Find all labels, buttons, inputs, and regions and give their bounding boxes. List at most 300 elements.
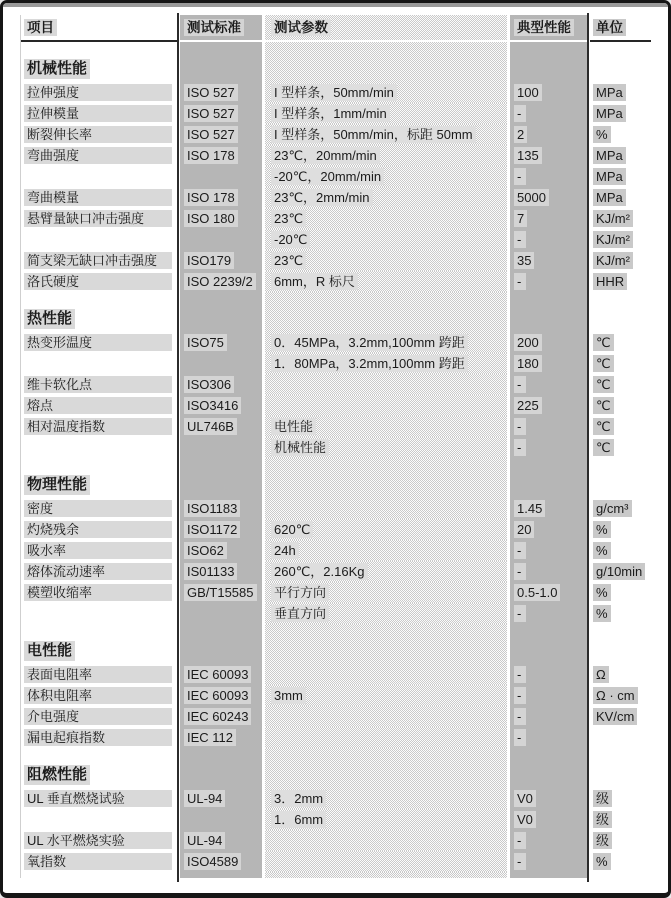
cell-item bbox=[21, 851, 177, 872]
cell-typical bbox=[510, 208, 587, 229]
cell-standard bbox=[180, 561, 262, 582]
cell-unit-text: HHR bbox=[593, 273, 627, 290]
cell-typical bbox=[510, 250, 587, 271]
tail-typical-cell bbox=[510, 872, 587, 878]
cell-parameter bbox=[265, 561, 507, 582]
cell-parameter bbox=[265, 540, 507, 561]
section-title bbox=[21, 292, 177, 332]
cell-item bbox=[21, 582, 177, 603]
cell-standard-text: ISO 527 bbox=[184, 126, 238, 143]
cell-typical bbox=[510, 437, 587, 458]
cell-item-text: UL 垂直燃烧试验 bbox=[24, 790, 172, 807]
cell-typical bbox=[510, 519, 587, 540]
cell-item bbox=[21, 332, 177, 353]
header-unit-label: 单位 bbox=[593, 19, 626, 36]
cell-typical-text: 180 bbox=[514, 355, 542, 372]
table-row bbox=[21, 603, 651, 624]
cell-parameter-text: I 型样条，50mm/min bbox=[271, 84, 397, 101]
cell-standard bbox=[180, 706, 262, 727]
section-typical-cell bbox=[510, 458, 587, 498]
cell-standard-text: ISO3416 bbox=[184, 397, 241, 414]
cell-unit bbox=[590, 437, 651, 458]
cell-standard-text: GB/T15585 bbox=[184, 584, 257, 601]
cell-parameter-text: 平行方向 bbox=[271, 584, 329, 601]
cell-item-text: 熔点 bbox=[24, 397, 172, 414]
cell-parameter bbox=[265, 374, 507, 395]
cell-parameter-text: 23℃ bbox=[271, 252, 306, 269]
cell-typical bbox=[510, 166, 587, 187]
table-row bbox=[21, 353, 651, 374]
cell-typical-text: - bbox=[514, 832, 526, 849]
cell-unit-text: KJ/m² bbox=[593, 210, 633, 227]
cell-typical bbox=[510, 395, 587, 416]
cell-unit-text: MPa bbox=[593, 189, 626, 206]
cell-item bbox=[21, 685, 177, 706]
cell-unit-text: ℃ bbox=[593, 334, 614, 351]
cell-unit-text: % bbox=[593, 584, 611, 601]
cell-typical-text: 1.45 bbox=[514, 500, 545, 517]
cell-standard-text: ISO179 bbox=[184, 252, 234, 269]
cell-parameter bbox=[265, 187, 507, 208]
cell-standard-text: ISO 2239/2 bbox=[184, 273, 256, 290]
top-gray-strip bbox=[3, 3, 668, 7]
cell-standard-text: IEC 60243 bbox=[184, 708, 251, 725]
table-row bbox=[21, 561, 651, 582]
cell-standard bbox=[180, 395, 262, 416]
cell-unit-text: ℃ bbox=[593, 439, 614, 456]
cell-unit-text: 级 bbox=[593, 790, 612, 807]
cell-unit bbox=[590, 519, 651, 540]
cell-parameter bbox=[265, 82, 507, 103]
cell-item bbox=[21, 187, 177, 208]
section-unit-cell bbox=[590, 624, 651, 664]
cell-typical bbox=[510, 145, 587, 166]
section-unit-cell bbox=[590, 748, 651, 788]
cell-unit-text: 级 bbox=[593, 832, 612, 849]
cell-standard-text: ISO4589 bbox=[184, 853, 241, 870]
section-header-row bbox=[21, 42, 651, 82]
table-row bbox=[21, 685, 651, 706]
cell-typical-text: - bbox=[514, 542, 526, 559]
cell-standard bbox=[180, 250, 262, 271]
cell-unit bbox=[590, 166, 651, 187]
header-typical bbox=[510, 15, 587, 42]
cell-unit bbox=[590, 82, 651, 103]
cell-standard-text: ISO 180 bbox=[184, 210, 238, 227]
cell-item-text: 热变形温度 bbox=[24, 334, 172, 351]
cell-item bbox=[21, 82, 177, 103]
cell-unit bbox=[590, 187, 651, 208]
section-parameter-cell bbox=[265, 292, 507, 332]
cell-typical-text: 0.5-1.0 bbox=[514, 584, 560, 601]
cell-item-text: 灼烧残余 bbox=[24, 521, 172, 538]
cell-typical bbox=[510, 187, 587, 208]
section-typical-cell bbox=[510, 624, 587, 664]
cell-parameter-text: 23℃，2mm/min bbox=[271, 189, 373, 206]
cell-typical-text: 100 bbox=[514, 84, 542, 101]
cell-parameter bbox=[265, 685, 507, 706]
cell-item-text: 密度 bbox=[24, 500, 172, 517]
section-parameter-cell bbox=[265, 624, 507, 664]
table-row bbox=[21, 395, 651, 416]
cell-typical bbox=[510, 271, 587, 292]
cell-unit bbox=[590, 353, 651, 374]
cell-unit bbox=[590, 332, 651, 353]
cell-unit-text: MPa bbox=[593, 105, 626, 122]
cell-standard bbox=[180, 208, 262, 229]
section-header-row bbox=[21, 458, 651, 498]
cell-unit-text: MPa bbox=[593, 147, 626, 164]
cell-typical-text: - bbox=[514, 605, 526, 622]
cell-unit-text: % bbox=[593, 542, 611, 559]
table-row bbox=[21, 166, 651, 187]
section-header-row bbox=[21, 624, 651, 664]
cell-parameter-text: 0．45MPa，3.2mm,100mm 跨距 bbox=[271, 334, 468, 351]
properties-table bbox=[20, 15, 651, 878]
cell-standard-text: ISO1183 bbox=[184, 500, 240, 517]
cell-parameter bbox=[265, 809, 507, 830]
cell-typical-text: 2 bbox=[514, 126, 527, 143]
cell-parameter-text: 1．80MPa，3.2mm,100mm 跨距 bbox=[271, 355, 468, 372]
cell-item-text: 模塑收缩率 bbox=[24, 584, 172, 601]
cell-item bbox=[21, 603, 177, 624]
cell-typical-text: 20 bbox=[514, 521, 534, 538]
cell-standard bbox=[180, 685, 262, 706]
cell-parameter-text: -20℃ bbox=[271, 231, 310, 248]
cell-unit-text: KJ/m² bbox=[593, 252, 633, 269]
cell-typical-text: - bbox=[514, 666, 526, 683]
section-typical-cell bbox=[510, 748, 587, 788]
cell-parameter bbox=[265, 830, 507, 851]
cell-typical-text: - bbox=[514, 376, 526, 393]
cell-standard-text: ISO62 bbox=[184, 542, 227, 559]
cell-unit bbox=[590, 103, 651, 124]
cell-standard-text: ISO1172 bbox=[184, 521, 240, 538]
cell-unit-text: % bbox=[593, 853, 611, 870]
cell-item-text: 表面电阻率 bbox=[24, 666, 172, 683]
cell-item-text: 弯曲模量 bbox=[24, 189, 172, 206]
cell-typical-text: - bbox=[514, 168, 526, 185]
table-row bbox=[21, 145, 651, 166]
cell-item bbox=[21, 145, 177, 166]
cell-unit bbox=[590, 706, 651, 727]
table-row bbox=[21, 540, 651, 561]
table-row bbox=[21, 416, 651, 437]
cell-unit bbox=[590, 851, 651, 872]
cell-parameter-text: 620℃ bbox=[271, 521, 313, 538]
cell-unit bbox=[590, 229, 651, 250]
section-unit-cell bbox=[590, 42, 651, 82]
cell-unit bbox=[590, 830, 651, 851]
table-header-row bbox=[21, 15, 651, 42]
cell-unit bbox=[590, 498, 651, 519]
cell-standard-text: IEC 60093 bbox=[184, 687, 251, 704]
cell-unit bbox=[590, 582, 651, 603]
cell-item bbox=[21, 830, 177, 851]
cell-typical bbox=[510, 727, 587, 748]
cell-typical-text: - bbox=[514, 729, 526, 746]
table-row bbox=[21, 250, 651, 271]
cell-unit bbox=[590, 561, 651, 582]
cell-typical bbox=[510, 851, 587, 872]
cell-typical-text: 7 bbox=[514, 210, 527, 227]
cell-unit bbox=[590, 145, 651, 166]
cell-standard bbox=[180, 603, 262, 624]
cell-parameter bbox=[265, 727, 507, 748]
table-row bbox=[21, 664, 651, 685]
section-typical-cell bbox=[510, 292, 587, 332]
cell-parameter-text: 23℃ bbox=[271, 210, 306, 227]
cell-standard bbox=[180, 437, 262, 458]
cell-unit bbox=[590, 685, 651, 706]
table-row bbox=[21, 830, 651, 851]
cell-typical bbox=[510, 603, 587, 624]
table-row bbox=[21, 124, 651, 145]
table-row bbox=[21, 706, 651, 727]
section-standard-cell bbox=[180, 458, 262, 498]
section-title-text: 热性能 bbox=[24, 309, 75, 329]
cell-typical-text: - bbox=[514, 231, 526, 248]
cell-typical bbox=[510, 374, 587, 395]
cell-unit-text: Ω bbox=[593, 666, 609, 683]
cell-item-text: 拉伸模量 bbox=[24, 105, 172, 122]
section-title bbox=[21, 748, 177, 788]
tail-item-cell bbox=[21, 872, 177, 878]
cell-unit bbox=[590, 809, 651, 830]
cell-parameter-text: 3mm bbox=[271, 687, 306, 704]
header-item bbox=[21, 15, 177, 42]
header-parameter-label: 测试参数 bbox=[271, 19, 331, 36]
cell-item bbox=[21, 250, 177, 271]
cell-unit bbox=[590, 727, 651, 748]
cell-item-text: 吸水率 bbox=[24, 542, 172, 559]
cell-typical bbox=[510, 416, 587, 437]
cell-unit-text: ℃ bbox=[593, 376, 614, 393]
cell-unit-text: % bbox=[593, 521, 611, 538]
cell-standard-text: ISO 527 bbox=[184, 84, 238, 101]
table-row bbox=[21, 208, 651, 229]
cell-standard bbox=[180, 519, 262, 540]
cell-standard bbox=[180, 374, 262, 395]
table-row bbox=[21, 788, 651, 809]
cell-standard-text: UL-94 bbox=[184, 832, 225, 849]
section-title-text: 物理性能 bbox=[24, 475, 90, 495]
cell-standard bbox=[180, 664, 262, 685]
cell-item-text: 熔体流动速率 bbox=[24, 563, 172, 580]
cell-typical bbox=[510, 706, 587, 727]
cell-standard-text: ISO 527 bbox=[184, 105, 238, 122]
table-body bbox=[21, 42, 651, 878]
column-divider-right bbox=[587, 13, 589, 882]
cell-parameter bbox=[265, 664, 507, 685]
cell-standard-text: IS01133 bbox=[184, 563, 237, 580]
cell-item-text: 氧指数 bbox=[24, 853, 172, 870]
cell-parameter-text: 6mm，R 标尺 bbox=[271, 273, 358, 290]
cell-typical-text: V0 bbox=[514, 790, 536, 807]
table-row bbox=[21, 103, 651, 124]
cell-item-text: 断裂伸长率 bbox=[24, 126, 172, 143]
cell-parameter-text: 1．6mm bbox=[271, 811, 326, 828]
cell-parameter bbox=[265, 851, 507, 872]
cell-unit bbox=[590, 395, 651, 416]
cell-item bbox=[21, 540, 177, 561]
table-row bbox=[21, 271, 651, 292]
cell-typical-text: - bbox=[514, 105, 526, 122]
section-title bbox=[21, 624, 177, 664]
cell-standard bbox=[180, 830, 262, 851]
cell-typical-text: V0 bbox=[514, 811, 536, 828]
cell-parameter bbox=[265, 124, 507, 145]
cell-unit bbox=[590, 540, 651, 561]
cell-item bbox=[21, 437, 177, 458]
cell-parameter bbox=[265, 603, 507, 624]
cell-standard-text: IEC 112 bbox=[184, 729, 236, 746]
cell-item-text: 洛氏硬度 bbox=[24, 273, 172, 290]
cell-item bbox=[21, 519, 177, 540]
cell-standard bbox=[180, 332, 262, 353]
cell-item bbox=[21, 374, 177, 395]
cell-parameter bbox=[265, 416, 507, 437]
cell-item-text: UL 水平燃烧实验 bbox=[24, 832, 172, 849]
cell-unit-text: % bbox=[593, 605, 611, 622]
cell-item bbox=[21, 809, 177, 830]
cell-parameter bbox=[265, 395, 507, 416]
cell-standard bbox=[180, 353, 262, 374]
cell-standard bbox=[180, 103, 262, 124]
cell-standard bbox=[180, 124, 262, 145]
cell-parameter bbox=[265, 498, 507, 519]
cell-typical bbox=[510, 229, 587, 250]
cell-item bbox=[21, 124, 177, 145]
cell-standard-text: ISO 178 bbox=[184, 189, 238, 206]
section-unit-cell bbox=[590, 458, 651, 498]
cell-parameter bbox=[265, 145, 507, 166]
section-standard-cell bbox=[180, 624, 262, 664]
section-parameter-cell bbox=[265, 458, 507, 498]
cell-item bbox=[21, 788, 177, 809]
cell-unit-text: ℃ bbox=[593, 418, 614, 435]
cell-item bbox=[21, 727, 177, 748]
cell-item-text: 相对温度指数 bbox=[24, 418, 172, 435]
cell-unit-text: ℃ bbox=[593, 397, 614, 414]
cell-item bbox=[21, 208, 177, 229]
cell-standard bbox=[180, 498, 262, 519]
cell-standard bbox=[180, 788, 262, 809]
cell-parameter-text: 23℃，20mm/min bbox=[271, 147, 380, 164]
cell-item bbox=[21, 166, 177, 187]
cell-item-text: 简支梁无缺口冲击强度 bbox=[24, 252, 172, 269]
cell-typical bbox=[510, 664, 587, 685]
section-parameter-cell bbox=[265, 42, 507, 82]
cell-parameter bbox=[265, 706, 507, 727]
header-parameter bbox=[265, 15, 507, 42]
cell-unit-text: g/cm³ bbox=[593, 500, 632, 517]
cell-item bbox=[21, 416, 177, 437]
column-divider-left bbox=[177, 13, 179, 882]
section-standard-cell bbox=[180, 748, 262, 788]
cell-unit bbox=[590, 416, 651, 437]
header-typical-label: 典型性能 bbox=[514, 19, 574, 36]
cell-typical-text: 5000 bbox=[514, 189, 549, 206]
cell-standard bbox=[180, 145, 262, 166]
cell-typical-text: - bbox=[514, 273, 526, 290]
cell-parameter bbox=[265, 208, 507, 229]
cell-item-text: 漏电起痕指数 bbox=[24, 729, 172, 746]
header-unit bbox=[590, 15, 651, 42]
tail-standard-cell bbox=[180, 872, 262, 878]
table-row bbox=[21, 519, 651, 540]
cell-typical bbox=[510, 788, 587, 809]
cell-typical bbox=[510, 498, 587, 519]
cell-typical bbox=[510, 540, 587, 561]
cell-standard bbox=[180, 727, 262, 748]
cell-typical bbox=[510, 82, 587, 103]
cell-standard bbox=[180, 809, 262, 830]
cell-unit-text: MPa bbox=[593, 168, 626, 185]
table-row bbox=[21, 582, 651, 603]
cell-unit-text: ℃ bbox=[593, 355, 614, 372]
cell-standard bbox=[180, 187, 262, 208]
cell-standard-text: ISO 178 bbox=[184, 147, 238, 164]
table-row bbox=[21, 809, 651, 830]
cell-item-text: 维卡软化点 bbox=[24, 376, 172, 393]
cell-item-text: 拉伸强度 bbox=[24, 84, 172, 101]
section-header-row bbox=[21, 292, 651, 332]
cell-standard-text: ISO306 bbox=[184, 376, 234, 393]
cell-unit bbox=[590, 271, 651, 292]
cell-unit bbox=[590, 603, 651, 624]
table-row bbox=[21, 332, 651, 353]
tail-parameter-cell bbox=[265, 872, 507, 878]
cell-item bbox=[21, 353, 177, 374]
cell-item-text: 弯曲强度 bbox=[24, 147, 172, 164]
cell-item bbox=[21, 561, 177, 582]
cell-parameter bbox=[265, 103, 507, 124]
section-standard-cell bbox=[180, 42, 262, 82]
cell-parameter-text: 3．2mm bbox=[271, 790, 326, 807]
table-row bbox=[21, 187, 651, 208]
header-standard-label: 测试标准 bbox=[184, 19, 244, 36]
cell-standard bbox=[180, 416, 262, 437]
cell-parameter bbox=[265, 250, 507, 271]
section-parameter-cell bbox=[265, 748, 507, 788]
cell-parameter-text: 电性能 bbox=[271, 418, 316, 435]
cell-standard-text: IEC 60093 bbox=[184, 666, 251, 683]
cell-unit-text: Ω · cm bbox=[593, 687, 638, 704]
cell-item bbox=[21, 706, 177, 727]
cell-typical bbox=[510, 830, 587, 851]
cell-typical-text: - bbox=[514, 418, 526, 435]
cell-standard-text: UL-94 bbox=[184, 790, 225, 807]
cell-parameter bbox=[265, 788, 507, 809]
cell-parameter-text: -20℃，20mm/min bbox=[271, 168, 384, 185]
section-title-text: 电性能 bbox=[24, 641, 75, 661]
cell-unit bbox=[590, 208, 651, 229]
section-title-text: 机械性能 bbox=[24, 59, 90, 79]
cell-item bbox=[21, 498, 177, 519]
cell-typical bbox=[510, 582, 587, 603]
cell-standard-text: ISO75 bbox=[184, 334, 227, 351]
section-header-row bbox=[21, 748, 651, 788]
section-unit-cell bbox=[590, 292, 651, 332]
cell-unit bbox=[590, 250, 651, 271]
cell-standard-text: UL746B bbox=[184, 418, 237, 435]
table-row bbox=[21, 374, 651, 395]
header-standard bbox=[180, 15, 262, 42]
cell-typical-text: 200 bbox=[514, 334, 542, 351]
cell-typical-text: - bbox=[514, 439, 526, 456]
cell-unit-text: % bbox=[593, 126, 611, 143]
